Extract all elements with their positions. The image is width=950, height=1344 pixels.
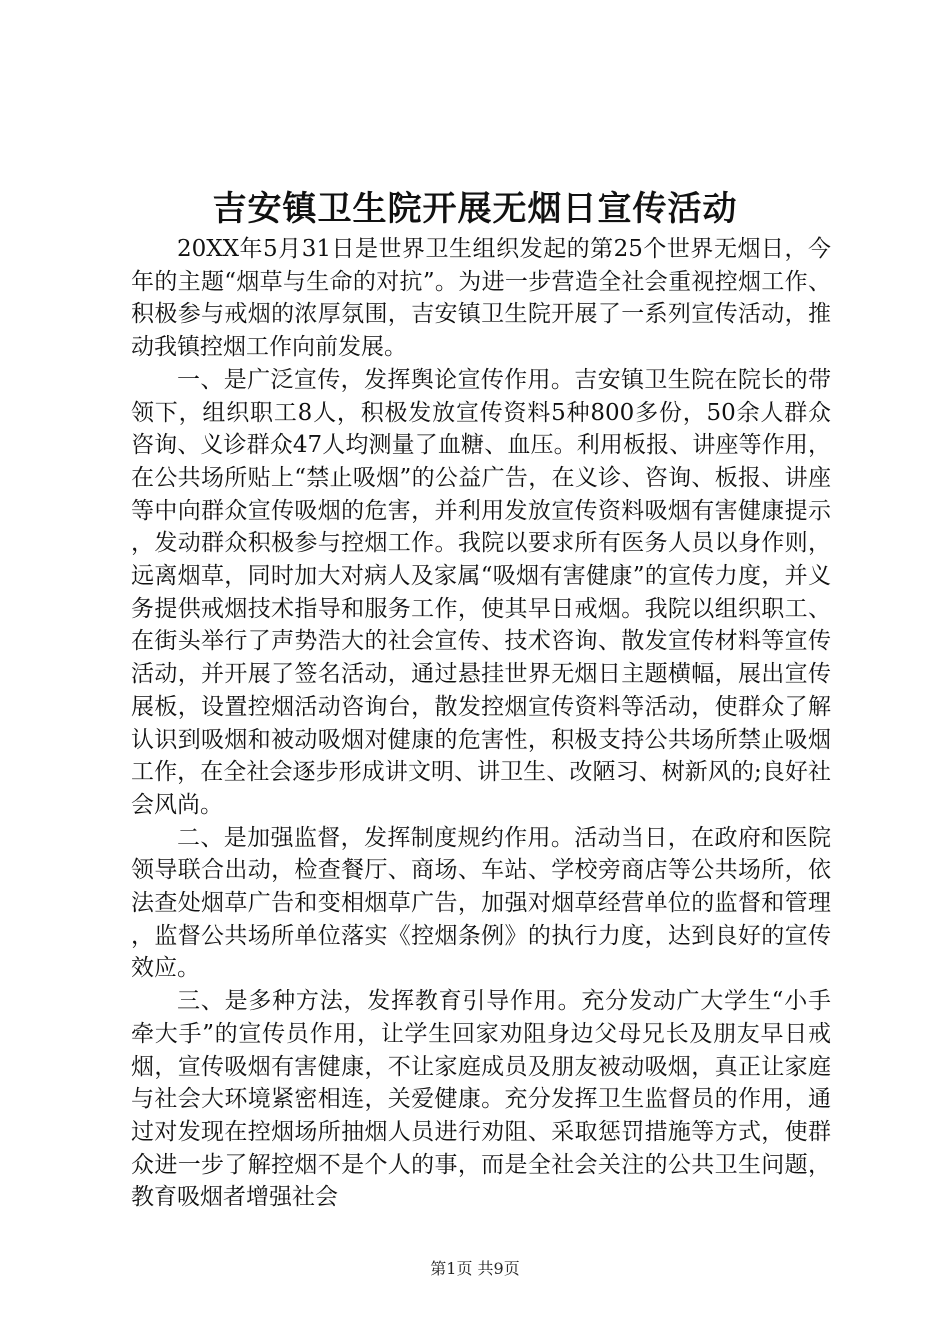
page-footer: 第1页 共9页 [430, 1259, 520, 1278]
document-title: 吉安镇卫生院开展无烟日宣传活动 [212, 189, 738, 229]
paragraph-intro: 20XX年5月31日是世界卫生组织发起的第25个世界无烟日，今年的主题“烟草与生命的对抗”。为进一步营造全社会重视控烟工作、积极参与戒烟的浓厚氛围，吉安镇卫生院开展了一系列宣传活动，推动我镇控烟工作向前发展。 [131, 236, 831, 361]
paragraph-section-1: 一、是广泛宣传，发挥舆论宣传作用。吉安镇卫生院在院长的带领下，组织职工8人，积极发放宣传资料5种800多份，50余人群众咨询、义诊群众47人均测量了血糖、血压。利用板报、讲座等作用，在公共场所贴上“禁止吸烟”的公益广告，在义诊、咨询、板报、讲座等中向群众宣传吸烟的危害，并利用发放宣传资料吸烟有害健康提示，发动群众积极参与控烟工作。我院以要求所有医务人员以身作则，远离烟草，同时加大对病人及家属“吸烟有害健康”的宣传力度，并义务提供戒烟技术指导和服务工作，使其早日戒烟。我院以组织职工、在街头举行了声势浩大的社会宣传、技术咨询、散发宣传材料等宣传活动，并开展了签名活动，通过悬挂世界无烟日主题横幅，展出宣传展板，设置控烟活动咨询台，散发控烟宣传资料等活动，使群众了解认识到吸烟和被动吸烟对健康的危害性，积极支持公共场所禁止吸烟工作，在全社会逐步形成讲文明、讲卫生、改陋习、树新风的;良好社会风尚。 [131, 366, 831, 818]
document-body [131, 233, 831, 1214]
paragraph-section-2: 二、是加强监督，发挥制度规约作用。活动当日，在政府和医院领导联合出动，检查餐厅、商场、车站、学校旁商店等公共场所，依法查处烟草广告和变相烟草广告，加强对烟草经营单位的监督和管理，监督公共场所单位落实《控烟条例》的执行力度，达到良好的宣传效应。 [131, 824, 831, 982]
paragraph-section-3: 三、是多种方法，发挥教育引导作用。充分发动广大学生“小手牵大手”的宣传员作用，让学生回家劝阻身边父母兄长及朋友早日戒烟，宣传吸烟有害健康，不让家庭成员及朋友被动吸烟，真正让家庭与社会大环境紧密相连，关爱健康。充分发挥卫生监督员的作用，通过对发现在控烟场所抽烟人员进行劝阻、采取惩罚措施等方式，使群众进一步了解控烟不是个人的事，而是全社会关注的公共卫生问题，教育吸烟者增强社会 [131, 988, 831, 1211]
